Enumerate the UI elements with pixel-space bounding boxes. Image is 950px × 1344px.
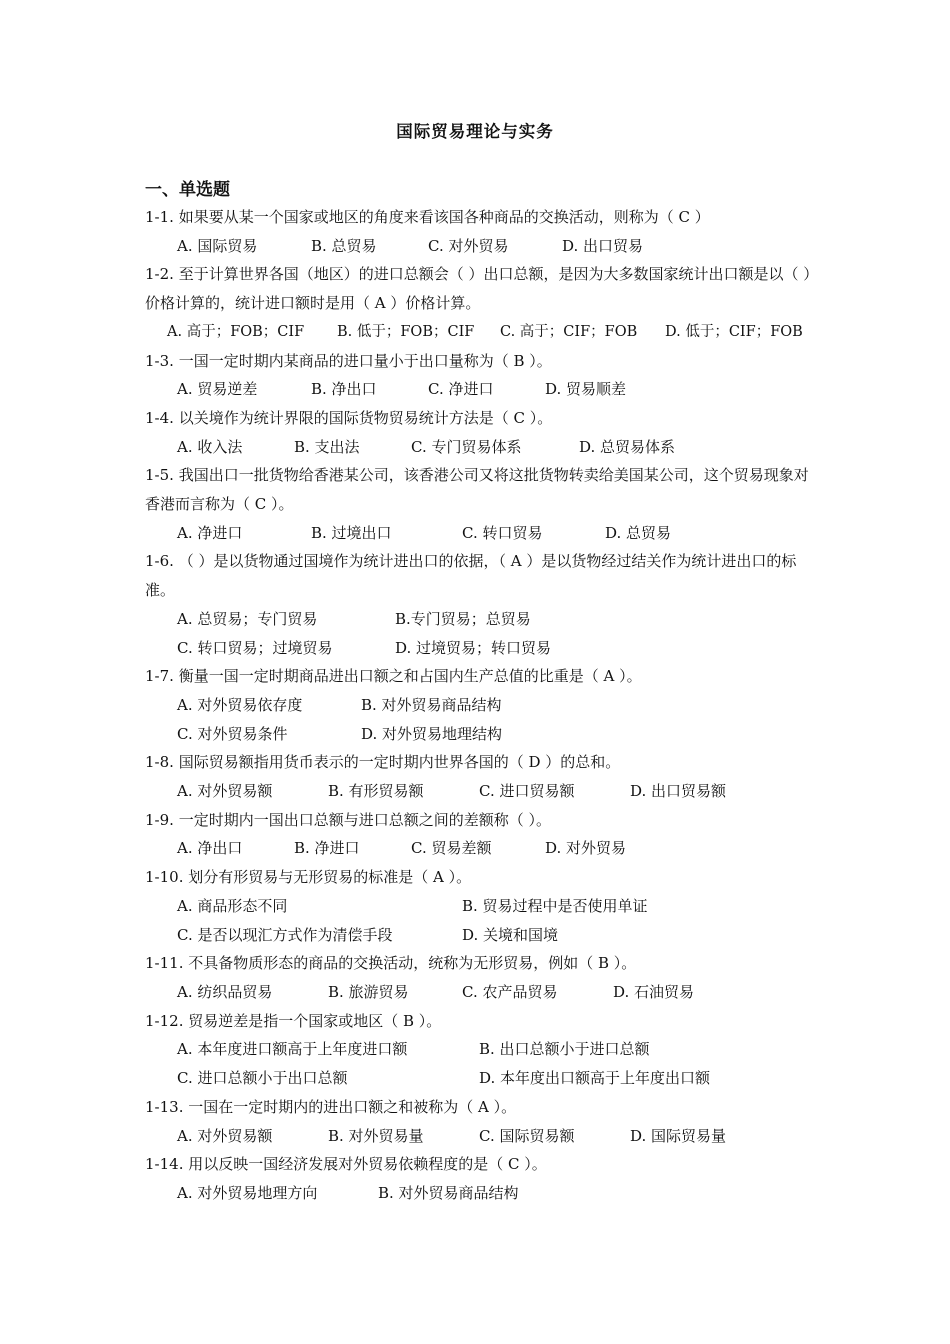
option-b: B. 对外贸易商品结构 bbox=[378, 1183, 519, 1202]
question-1-13 bbox=[145, 1093, 815, 1150]
option-c: C. 进口贸易额 bbox=[479, 782, 575, 801]
option-d: D. 总贸易 bbox=[605, 523, 672, 542]
option-b: B. 过境出口 bbox=[311, 523, 392, 542]
option-a: A. 商品形态不同 bbox=[177, 896, 288, 915]
question-1-14 bbox=[145, 1150, 815, 1207]
question-text: 1-3. 一国一定时期内某商品的进口量小于出口量称为（ B ）。 bbox=[145, 351, 552, 370]
option-c: C. 转口贸易 bbox=[462, 523, 543, 542]
option-b: B. 支出法 bbox=[294, 437, 360, 456]
option-a: A. 对外贸易额 bbox=[177, 1126, 273, 1145]
option-d: D. 石油贸易 bbox=[613, 982, 695, 1001]
option-a: A. 总贸易；专门贸易 bbox=[177, 609, 318, 628]
option-c: C. 贸易差额 bbox=[411, 839, 492, 858]
option-d: D. 关境和国境 bbox=[462, 925, 559, 944]
document-title: 国际贸易理论与实务 bbox=[396, 122, 554, 141]
option-row bbox=[145, 375, 815, 404]
option-b: B. 净出口 bbox=[311, 380, 377, 399]
option-row bbox=[145, 1064, 815, 1093]
option-b: B. 对外贸易商品结构 bbox=[361, 695, 502, 714]
question-1-9 bbox=[145, 806, 815, 863]
option-c: C. 是否以现汇方式作为清偿手段 bbox=[177, 925, 393, 944]
option-row bbox=[145, 1122, 815, 1151]
option-d: D. 出口贸易额 bbox=[630, 782, 727, 801]
question-text: 1-1. 如果要从某一个国家或地区的角度来看该国各种商品的交换活动，则称为（ C ） bbox=[145, 208, 710, 226]
question-text: 1-12. 贸易逆差是指一个国家或地区（ B ）。 bbox=[145, 1011, 442, 1030]
option-c: C. 专门贸易体系 bbox=[411, 437, 522, 456]
option-c: C. 对外贸易 bbox=[428, 236, 509, 255]
option-c: C. 高于；CIF；FOB bbox=[500, 323, 638, 340]
option-row bbox=[145, 605, 815, 634]
option-b: B. 低于；FOB；CIF bbox=[337, 323, 475, 340]
option-a: A. 收入法 bbox=[177, 437, 243, 456]
option-b: B. 出口总额小于进口总额 bbox=[479, 1040, 650, 1059]
option-row bbox=[145, 921, 815, 950]
option-d: D. 低于；CIF；FOB bbox=[665, 323, 803, 340]
question-1-8 bbox=[145, 748, 815, 805]
option-row bbox=[145, 720, 815, 749]
option-c: C. 净进口 bbox=[428, 380, 494, 399]
question-text: 1-10. 划分有形贸易与无形贸易的标准是（ A ）。 bbox=[145, 868, 472, 887]
question-1-12 bbox=[145, 1007, 815, 1093]
question-text: 1-11. 不具备物质形态的商品的交换活动，统称为无形贸易，例如（ B ）。 bbox=[145, 954, 637, 973]
question-text: 1-9. 一定时期内一国出口总额与进口总额之间的差额称（ ）。 bbox=[145, 810, 551, 829]
option-a: A. 高于；FOB；CIF bbox=[167, 323, 305, 340]
option-row bbox=[145, 777, 815, 806]
question-text: 1-13. 一国在一定时期内的进出口额之和被称为（ A ）。 bbox=[145, 1097, 517, 1116]
question-text: 1-5. 我国出口一批货物给香港某公司，该香港公司又将这批货物转卖给美国某公司，这个贸易现象对香港而言称为（ C ）。 bbox=[145, 466, 809, 514]
option-c: C. 国际贸易额 bbox=[479, 1126, 575, 1145]
option-row bbox=[145, 433, 815, 462]
option-d: D. 对外贸易地理结构 bbox=[361, 724, 503, 743]
option-a: A. 对外贸易地理方向 bbox=[177, 1183, 318, 1202]
option-row bbox=[145, 634, 815, 663]
question-list bbox=[145, 203, 815, 1208]
option-b: B.专门贸易；总贸易 bbox=[395, 609, 531, 628]
option-row bbox=[145, 691, 815, 720]
question-text: 1-7. 衡量一国一定时期商品进出口额之和占国内生产总值的比重是（ A ）。 bbox=[145, 667, 642, 686]
option-b: B. 净进口 bbox=[294, 839, 360, 858]
option-d: D. 总贸易体系 bbox=[579, 437, 676, 456]
option-a: A. 本年度进口额高于上年度进口额 bbox=[177, 1040, 408, 1059]
option-c: C. 进口总额小于出口总额 bbox=[177, 1069, 348, 1088]
option-b: B. 有形贸易额 bbox=[328, 782, 424, 801]
option-row bbox=[145, 1179, 815, 1208]
option-a: A. 净进口 bbox=[177, 523, 243, 542]
option-c: C. 转口贸易；过境贸易 bbox=[177, 638, 333, 657]
option-row bbox=[145, 318, 815, 347]
option-d: D. 出口贸易 bbox=[562, 236, 644, 255]
option-d: D. 过境贸易；转口贸易 bbox=[395, 638, 552, 657]
option-row bbox=[145, 834, 815, 863]
question-1-1 bbox=[145, 203, 815, 260]
section-heading: 一、单选题 bbox=[145, 180, 230, 200]
question-1-6 bbox=[145, 547, 815, 662]
question-1-4 bbox=[145, 404, 815, 461]
option-d: D. 本年度出口额高于上年度出口额 bbox=[479, 1069, 711, 1088]
option-b: B. 总贸易 bbox=[311, 236, 377, 255]
option-a: A. 贸易逆差 bbox=[177, 380, 258, 399]
option-row bbox=[145, 232, 815, 261]
question-1-3 bbox=[145, 347, 815, 404]
option-a: A. 国际贸易 bbox=[177, 236, 258, 255]
question-1-10 bbox=[145, 863, 815, 949]
option-row bbox=[145, 1035, 815, 1064]
option-row bbox=[145, 892, 815, 921]
option-b: B. 贸易过程中是否使用单证 bbox=[462, 896, 648, 915]
question-1-11 bbox=[145, 949, 815, 1006]
question-1-7 bbox=[145, 662, 815, 748]
option-row bbox=[145, 978, 815, 1007]
option-b: B. 对外贸易量 bbox=[328, 1126, 424, 1145]
question-text: 1-4. 以关境作为统计界限的国际货物贸易统计方法是（ C ）。 bbox=[145, 408, 553, 427]
question-text: 1-6. （ ）是以货物通过国境作为统计进出口的依据，（ A ）是以货物经过结关作为统计进出口的标准。 bbox=[145, 552, 797, 600]
option-c: C. 农产品贸易 bbox=[462, 982, 558, 1001]
option-a: A. 对外贸易依存度 bbox=[177, 695, 303, 714]
option-a: A. 净出口 bbox=[177, 839, 243, 858]
option-b: B. 旅游贸易 bbox=[328, 982, 409, 1001]
option-a: A. 纺织品贸易 bbox=[177, 982, 273, 1001]
question-1-5 bbox=[145, 461, 815, 547]
option-c: C. 对外贸易条件 bbox=[177, 724, 288, 743]
option-d: D. 对外贸易 bbox=[545, 839, 627, 858]
question-text: 1-2. 至于计算世界各国（地区）的进口总额会（ ）出口总额，是因为大多数国家统计出口额是以（ ）价格计算的，统计进口额时是用（ A ）价格计算。 bbox=[145, 265, 811, 313]
option-a: A. 对外贸易额 bbox=[177, 782, 273, 801]
option-d: D. 贸易顺差 bbox=[545, 380, 627, 399]
option-row bbox=[145, 519, 815, 548]
question-text: 1-8. 国际贸易额指用货币表示的一定时期内世界各国的（ D ）的总和。 bbox=[145, 753, 621, 772]
question-1-2 bbox=[145, 260, 815, 346]
option-d: D. 国际贸易量 bbox=[630, 1126, 727, 1145]
question-text: 1-14. 用以反映一国经济发展对外贸易依赖程度的是（ C ）。 bbox=[145, 1155, 547, 1174]
